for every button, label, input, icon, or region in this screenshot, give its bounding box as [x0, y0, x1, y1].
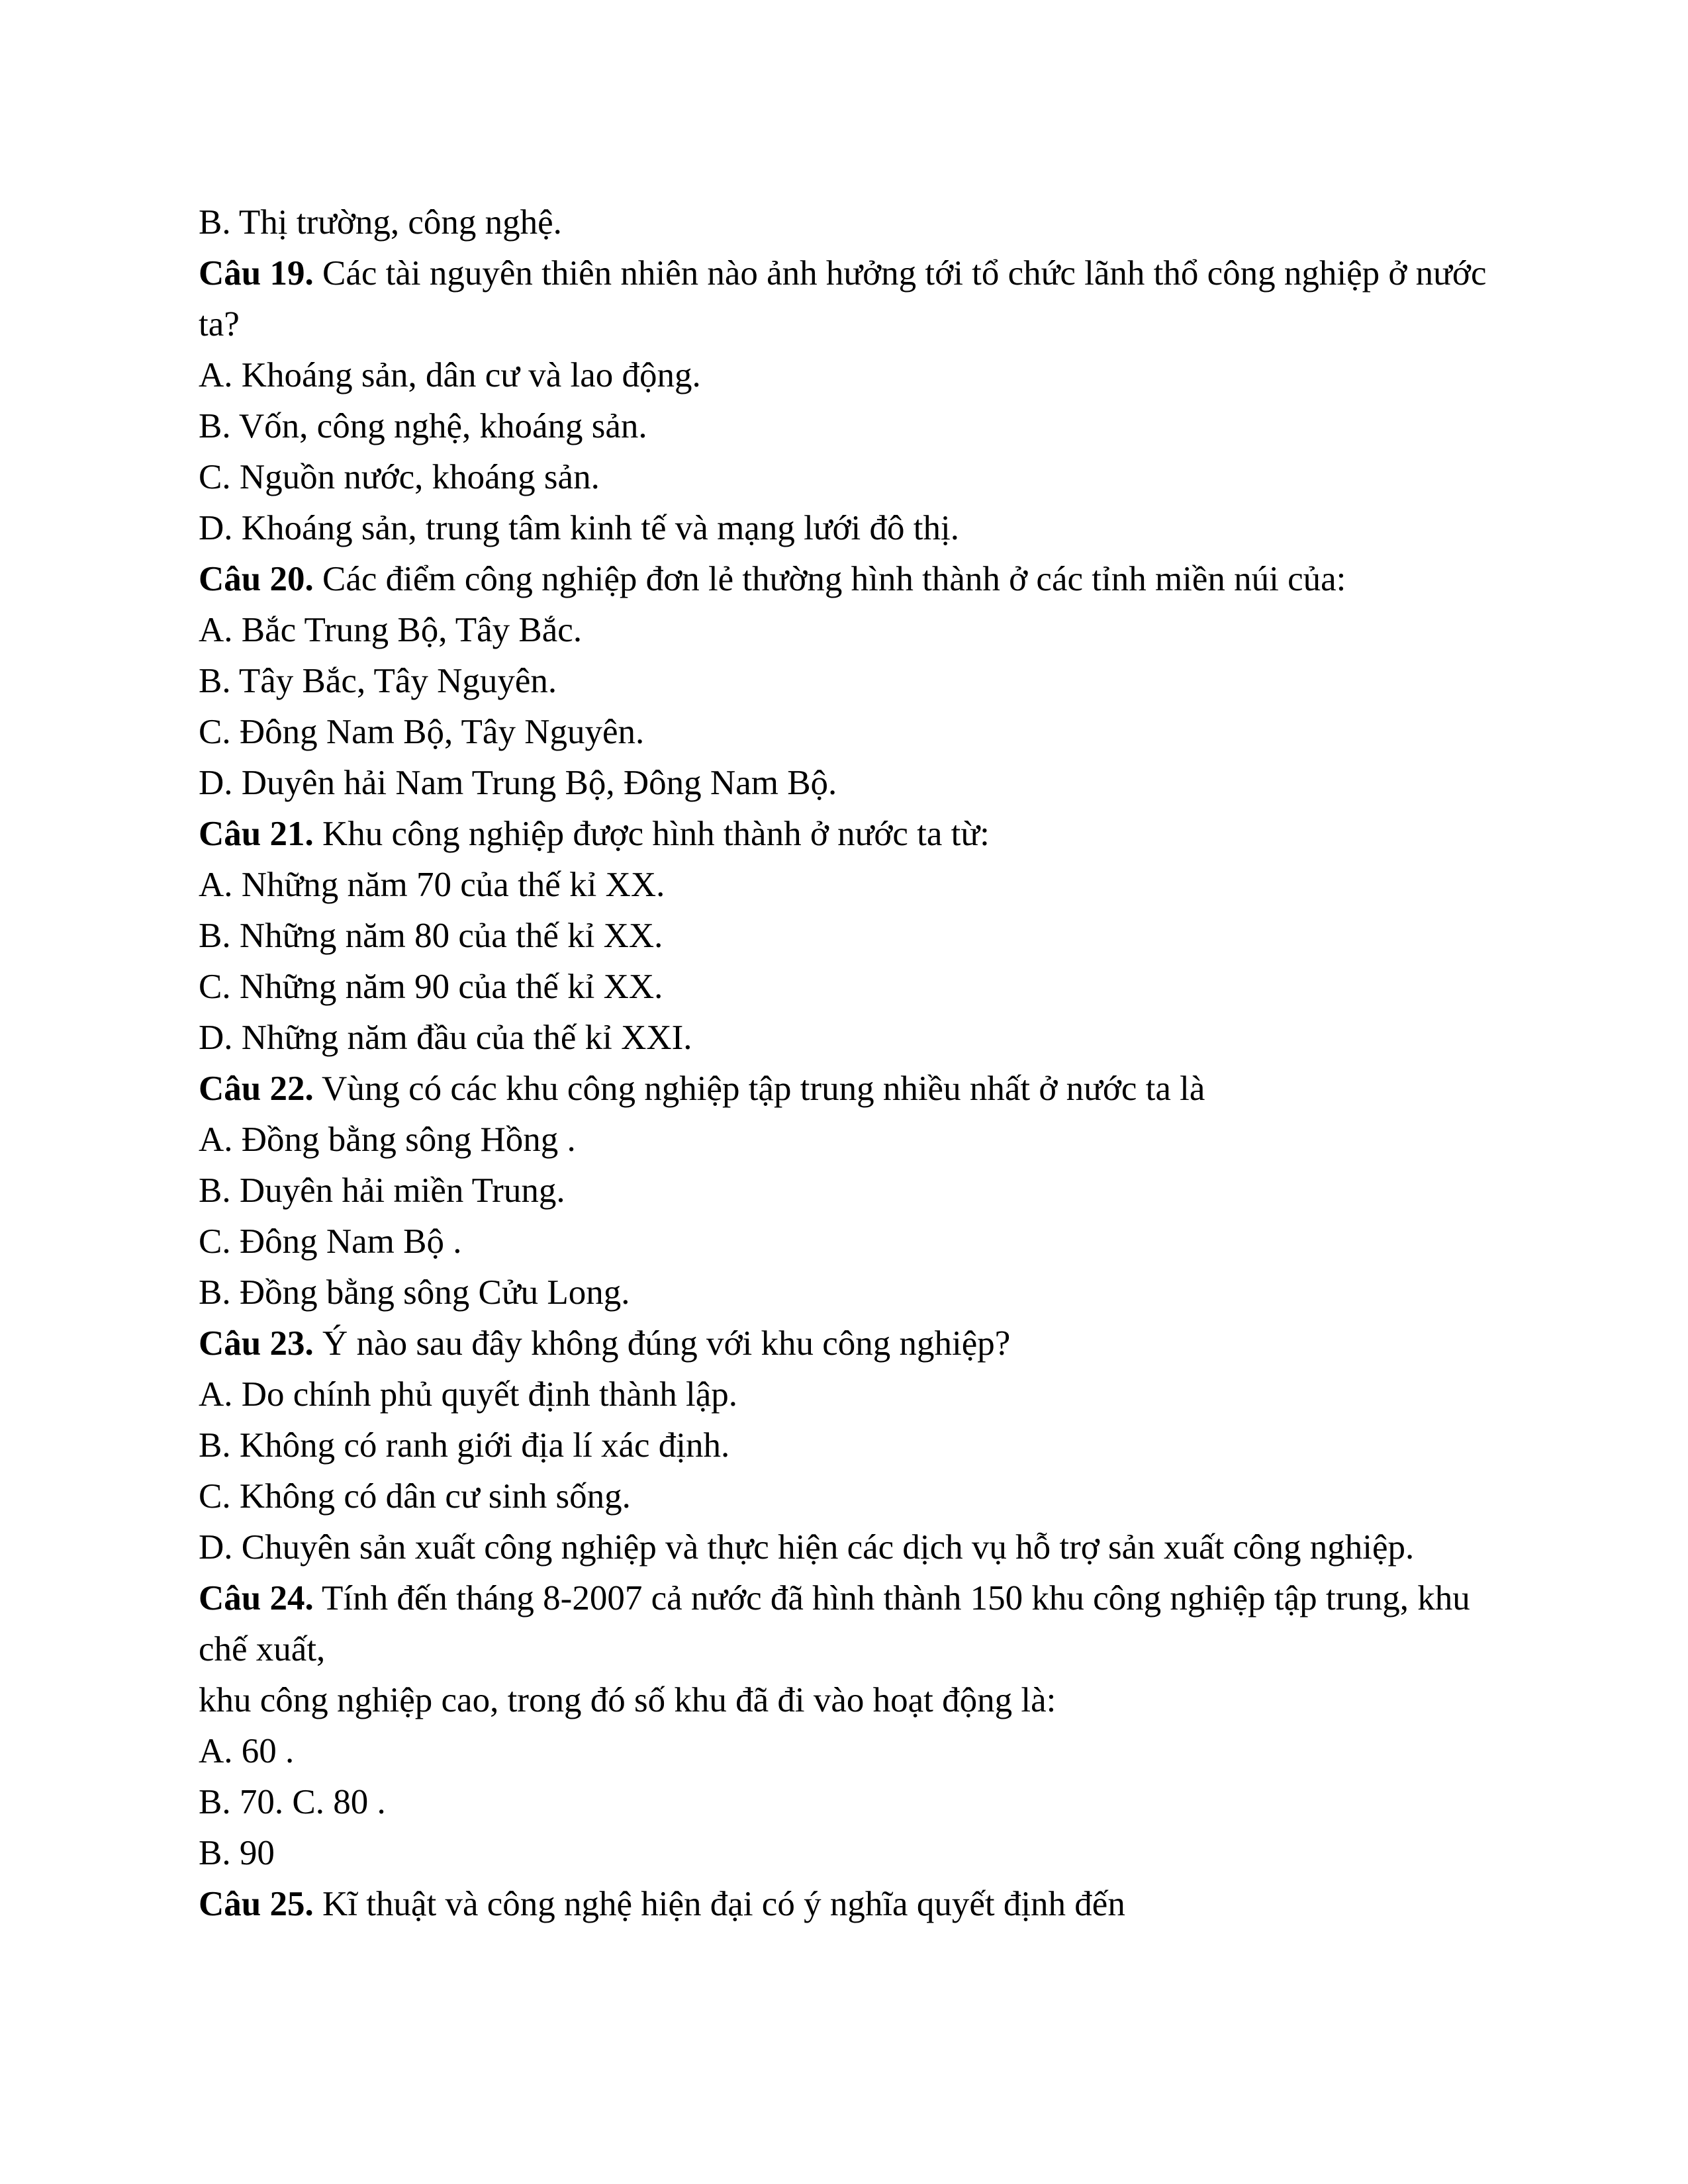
- question-text: Các điểm công nghiệp đơn lẻ thường hình thành ở các tỉnh miền núi của:: [313, 560, 1346, 598]
- question-stem: [199, 809, 1489, 860]
- option-line: C. Không có dân cư sinh sống.: [199, 1477, 631, 1516]
- option-line: B. Thị trường, công nghệ.: [199, 203, 562, 242]
- question-text: Tính đến tháng 8-2007 cả nước đã hình thành 150 khu công nghiệp tập trung, khu chế xuất,: [199, 1579, 1470, 1668]
- option-line: D. Chuyên sản xuất công nghiệp và thực hiện các dịch vụ hỗ trợ sản xuất công nghiệp.: [199, 1528, 1415, 1567]
- option-line: B. Duyên hải miền Trung.: [199, 1171, 565, 1210]
- question-21: [199, 809, 1489, 1064]
- option-line: A. 60 .: [199, 1732, 295, 1770]
- option-line: B. 90: [199, 1834, 275, 1872]
- option-line: C. Đông Nam Bộ, Tây Nguyên.: [199, 713, 645, 751]
- question-text: Kĩ thuật và công nghệ hiện đại có ý nghĩa quyết định đến: [313, 1885, 1125, 1923]
- question-20: [199, 554, 1489, 809]
- option-line: C. Đông Nam Bộ .: [199, 1222, 462, 1261]
- question-label: Câu 25.: [199, 1885, 314, 1923]
- option-line: C. Những năm 90 của thế kỉ XX.: [199, 968, 663, 1006]
- question-text: Các tài nguyên thiên nhiên nào ảnh hưởng tới tổ chức lãnh thổ công nghiệp ở nước ta?: [199, 254, 1487, 343]
- question-24: [199, 1573, 1489, 1879]
- option-line: A. Những năm 70 của thế kỉ XX.: [199, 866, 665, 904]
- option-line: B. Đồng bằng sông Cửu Long.: [199, 1273, 630, 1312]
- option-line: D. Duyên hải Nam Trung Bộ, Đông Nam Bộ.: [199, 764, 837, 802]
- option-line: A. Do chính phủ quyết định thành lập.: [199, 1375, 738, 1414]
- question-label: Câu 21.: [199, 815, 314, 853]
- question-label: Câu 22.: [199, 1069, 314, 1108]
- option-line: A. Bắc Trung Bộ, Tây Bắc.: [199, 611, 583, 649]
- question-23: [199, 1318, 1489, 1573]
- question-25: [199, 1879, 1489, 1930]
- option-line: B. Tây Bắc, Tây Nguyên.: [199, 662, 557, 700]
- option-line: D. Khoáng sản, trung tâm kinh tế và mạng lưới đô thị.: [199, 509, 959, 547]
- document-body: [199, 197, 1489, 1930]
- question-label: Câu 20.: [199, 560, 314, 598]
- question-stem: [199, 554, 1489, 605]
- question-19: [199, 248, 1489, 554]
- option-line: A. Khoáng sản, dân cư và lao động.: [199, 356, 701, 394]
- question-text: Vùng có các khu công nghiệp tập trung nhiều nhất ở nước ta là: [313, 1069, 1205, 1108]
- option-line: B. Vốn, công nghệ, khoáng sản.: [199, 407, 647, 445]
- option-line: C. Nguồn nước, khoáng sản.: [199, 458, 600, 496]
- question-label: Câu 24.: [199, 1579, 314, 1617]
- option-line: B. 70. C. 80 .: [199, 1783, 386, 1821]
- question-stem: [199, 1318, 1489, 1369]
- question-text: Khu công nghiệp được hình thành ở nước ta từ:: [313, 815, 990, 853]
- option-line: D. Những năm đầu của thế kỉ XXI.: [199, 1019, 692, 1057]
- option-line: B. Những năm 80 của thế kỉ XX.: [199, 917, 663, 955]
- option-line: B. Không có ranh giới địa lí xác định.: [199, 1426, 730, 1465]
- option-line: A. Đồng bằng sông Hồng .: [199, 1120, 576, 1159]
- question-text: Ý nào sau đây không đúng với khu công nghiệp?: [313, 1324, 1011, 1363]
- question-stem-continuation: khu công nghiệp cao, trong đó số khu đã đi vào hoạt động là:: [199, 1681, 1056, 1719]
- question-stem: [199, 1573, 1489, 1675]
- question-22: [199, 1064, 1489, 1318]
- question-stem: [199, 1064, 1489, 1115]
- question-label: Câu 23.: [199, 1324, 314, 1363]
- question-label: Câu 19.: [199, 254, 314, 293]
- question-stem: [199, 1879, 1489, 1930]
- question-stem: [199, 248, 1489, 350]
